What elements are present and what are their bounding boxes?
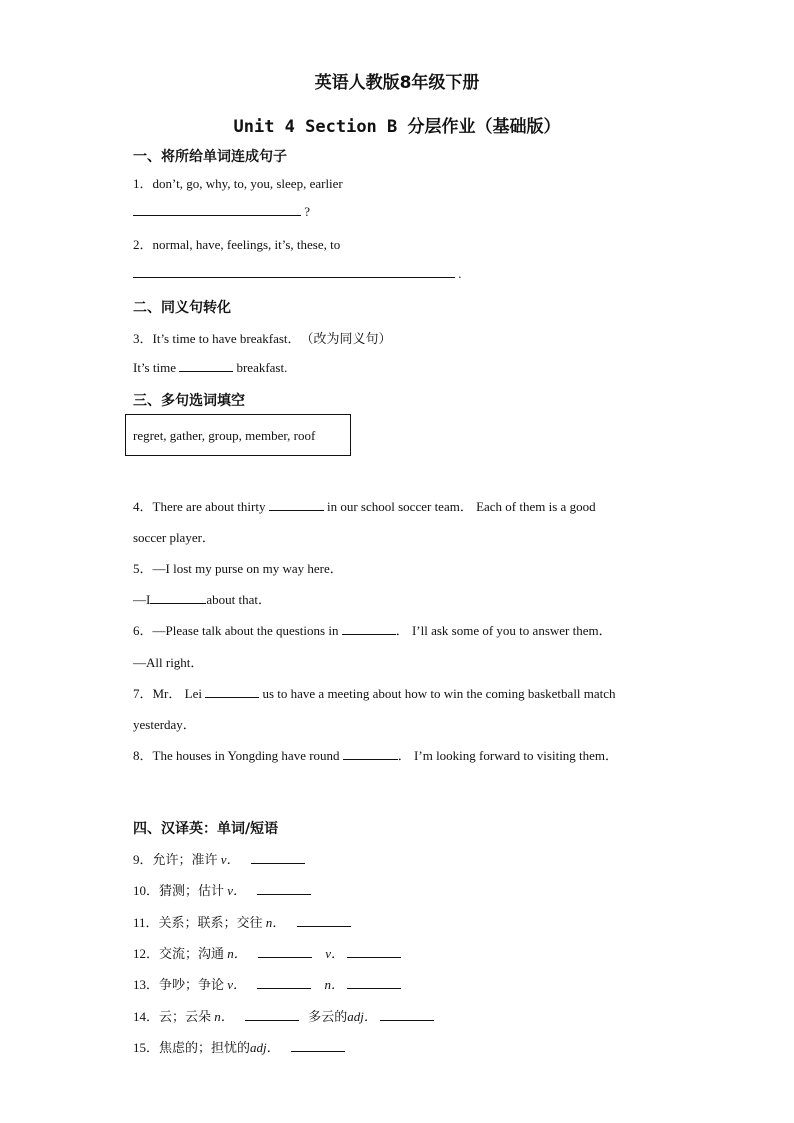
answer-blank[interactable] [205,685,259,698]
part-of-speech: n． [214,1009,234,1024]
answer-blank[interactable] [342,622,396,635]
question-4-post: in our school soccer team． Each of them is a good [326,499,596,514]
question-14-mid: 多云的 [308,1009,348,1024]
part-of-speech: v． [227,883,247,898]
doc-subtitle: Unit 4 Section B 分层作业（基础版） [233,117,561,137]
question-14-text: 14．云；云朵 [133,1009,212,1024]
word-bank-box [125,414,351,456]
part-of-speech: v． [220,852,240,867]
question-5-reply-pre: —I [133,592,151,607]
answer-blank[interactable] [257,976,311,989]
question-5: 5．—I lost my purse on my way here． [133,561,343,576]
answer-blank[interactable] [343,747,398,760]
answer-blank[interactable] [297,914,351,927]
question-10-text: 10．猜测；估计 [133,883,225,898]
section-4-heading: 四、汉译英：单词/短语 [133,821,279,837]
question-3: 3．It’s time to have breakfast． （改为同义句） [133,331,392,346]
question-3-post: breakfast. [236,360,288,375]
question-5-reply [133,589,271,608]
question-15 [133,1037,345,1056]
question-7-pre: 7．Mr． Lei [133,686,202,701]
question-6 [133,620,612,639]
question-12 [133,943,401,962]
question-3-answer-line [133,359,287,376]
question-10 [133,880,311,899]
section-1-heading: 一、将所给单词连成句子 [133,149,287,165]
question-5-reply-post: about that． [206,592,271,607]
question-15-text: 15．焦虑的；担忧的 [133,1040,251,1055]
part-of-speech: adj． [347,1009,377,1024]
question-8-pre: 8．The houses in Yongding have round [133,748,340,763]
question-8-post: ． I’m looking forward to visiting them． [397,748,619,763]
question-9-text: 9．允许；准许 [133,852,218,867]
answer-blank[interactable] [245,1008,299,1021]
answer-blank[interactable] [257,882,311,895]
question-2-end: . [458,266,462,281]
question-6-post: ． I’ll ask some of you to answer them． [395,623,612,638]
doc-title: 英语人教版8年级下册 [314,73,480,93]
section-2-heading: 二、同义句转化 [133,300,231,316]
question-7-cont: yesterday． [133,717,196,732]
answer-blank[interactable] [347,945,401,958]
part-of-speech: v． [227,977,247,992]
question-13 [133,974,401,993]
part-of-speech: v． [325,946,345,961]
answer-blank[interactable] [269,498,324,511]
answer-blank[interactable] [251,851,305,864]
question-7-post: us to have a meeting about how to win the coming basketball match [262,686,616,701]
question-13-text: 13．争吵；争论 [133,977,225,992]
question-3-pre: It’s time [133,360,176,375]
part-of-speech: n． [265,915,286,930]
question-4-pre: 4．There are about thirty [133,499,266,514]
question-4-cont: soccer player． [133,530,215,545]
question-11 [133,912,351,931]
part-of-speech: n． [227,946,247,961]
answer-blank[interactable] [133,203,301,216]
answer-blank[interactable] [347,976,401,989]
question-1-end: ? [304,204,311,219]
question-2: 2．normal, have, feelings, it’s, these, to [133,237,341,252]
answer-blank[interactable] [380,1008,434,1021]
question-9 [133,849,305,868]
section-3-heading: 三、多句选词填空 [133,393,245,409]
answer-blank[interactable] [291,1039,345,1052]
question-12-text: 12．交流；沟通 [133,946,225,961]
question-2-answer-line [133,265,462,282]
answer-blank[interactable] [133,265,455,278]
answer-blank[interactable] [179,359,233,372]
question-11-text: 11．关系；联系；交往 [133,915,263,930]
question-8 [133,745,618,764]
question-6-reply: —All right． [133,655,204,670]
part-of-speech: adj． [250,1040,280,1055]
question-7 [133,683,616,702]
answer-blank[interactable] [150,591,206,604]
answer-blank[interactable] [258,945,312,958]
question-6-pre: 6．—Please talk about the questions in [133,623,339,638]
question-14 [133,1006,434,1025]
word-bank-text: regret, gather, group, member, roof [133,428,316,443]
question-1: 1．don’t, go, why, to, you, sleep, earlier [133,176,343,191]
question-1-answer-line [133,203,310,220]
question-4 [133,496,596,515]
part-of-speech: n． [324,977,345,992]
